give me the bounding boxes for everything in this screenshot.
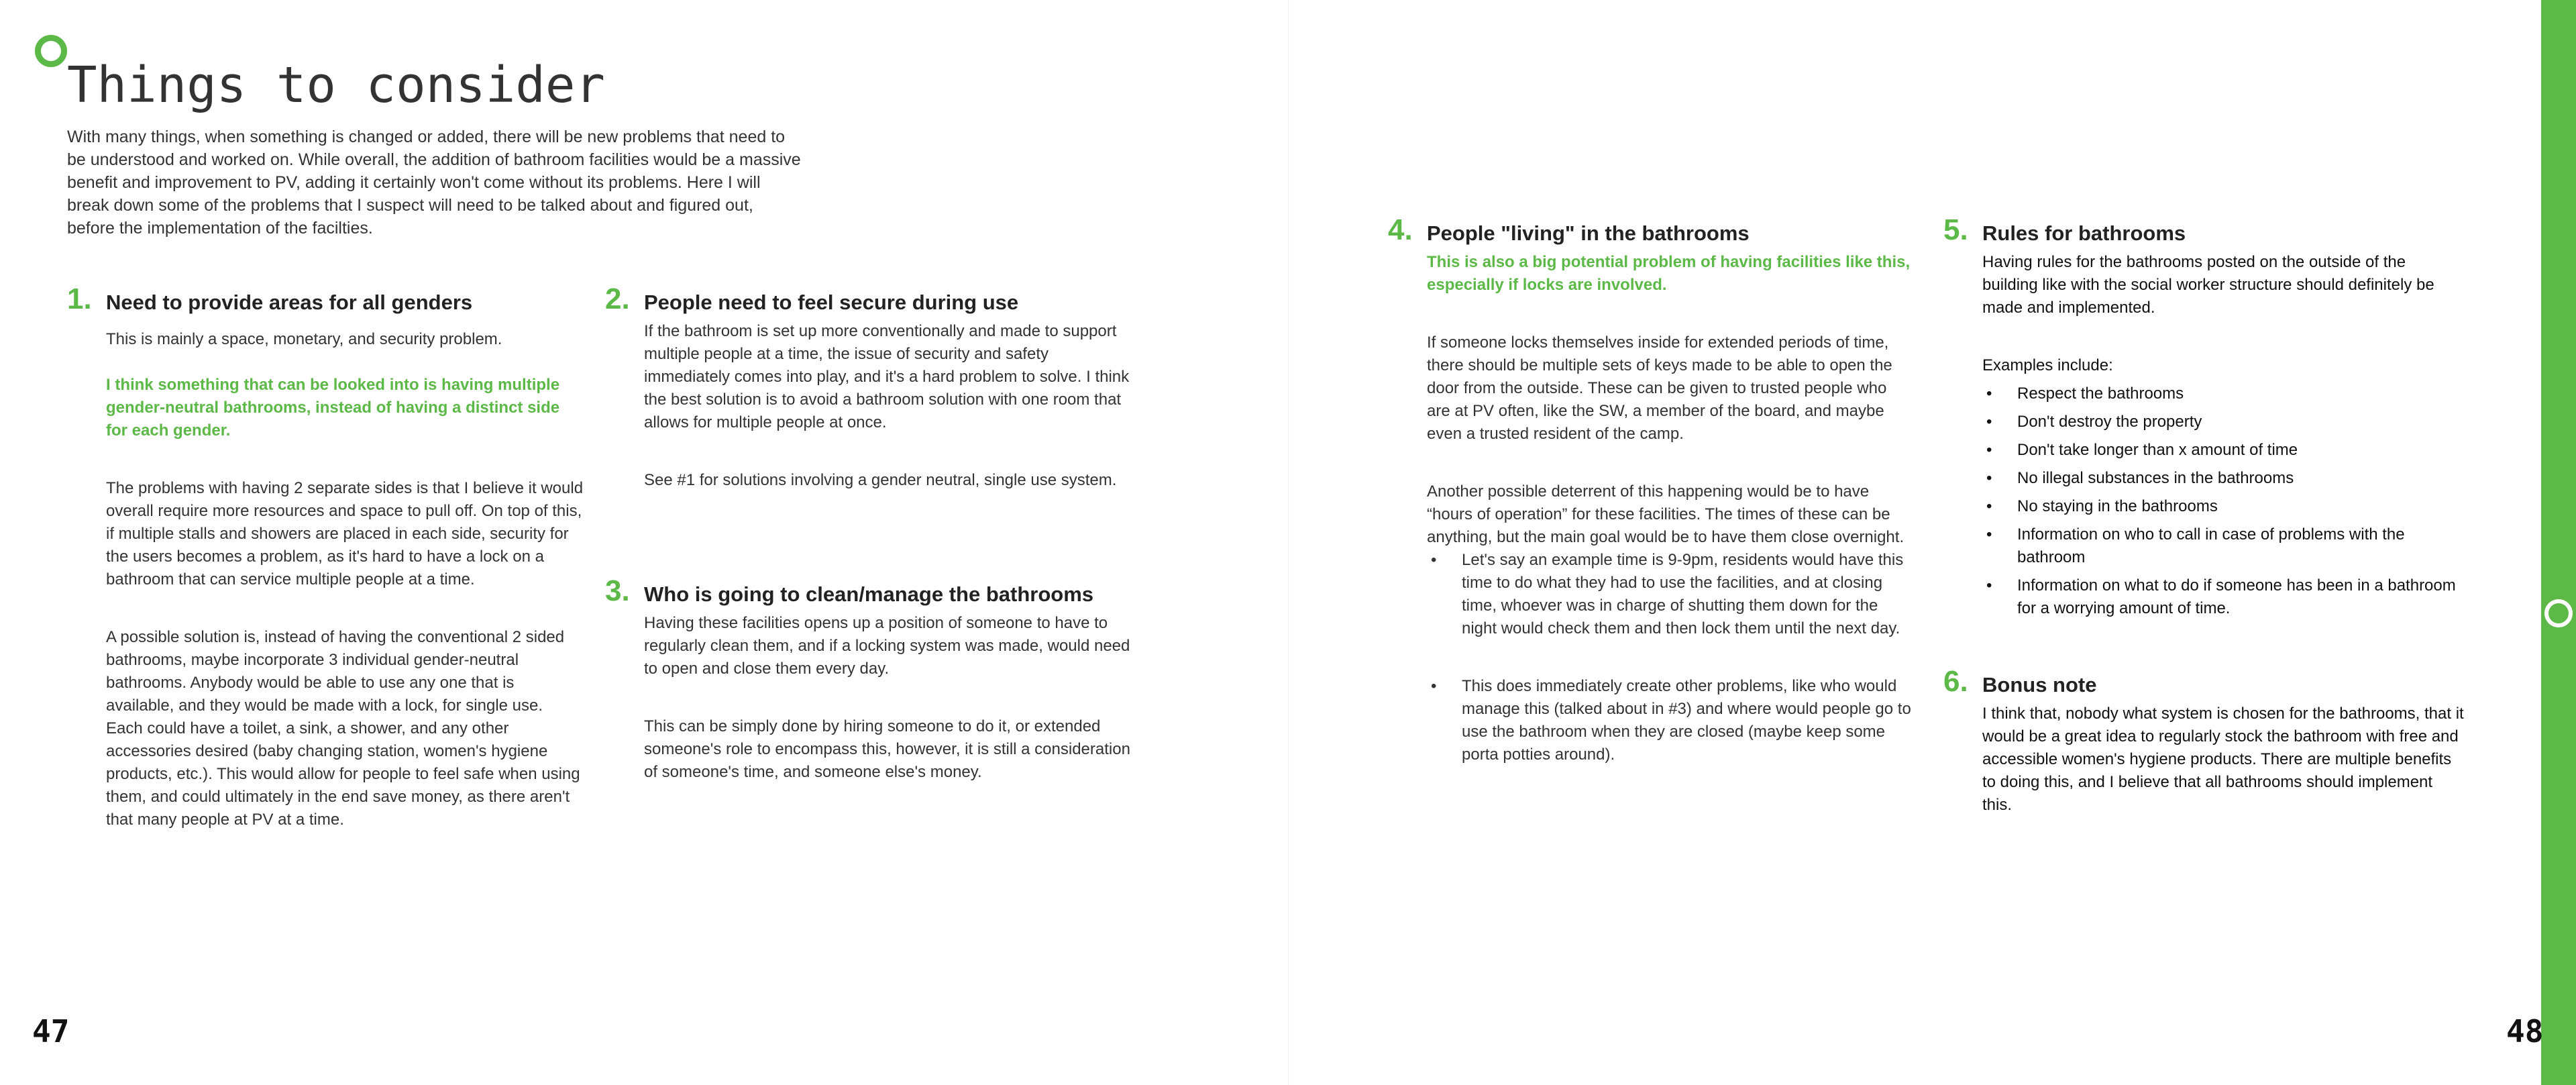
section-paragraph: Having these facilities opens up a position of someone to have to regularly clean them, and if a locking system was made, would need to open and close them every day. xyxy=(644,614,1130,678)
section-paragraph: I think that, nobody what system is chosen for the bathrooms, that it would be a great idea to regularly stock the bathroom with free and accessible women's hygiene products. There are multiple benefits to doing this, and I believe that all bathrooms should implement this. xyxy=(1982,705,2464,814)
section-number: 1. xyxy=(67,282,92,315)
circle-marker-icon xyxy=(35,35,67,67)
intro-paragraph: With many things, when something is changed or added, there will be new problems that need to be understood and worked on. While overall, the addition of bathroom facilities would be a massive benefit and improvement to PV, adding it certainly won't come without its problems. Here I will break down some of the problems that I suspect will need to be talked about and figured out, before the implementation of the facilties. xyxy=(67,127,801,238)
list-item: • Respect the bathrooms xyxy=(1982,382,2465,405)
section-header xyxy=(1943,665,2465,703)
section-title: Bonus note xyxy=(1982,673,2097,696)
list-item: • This does immediately create other problems, like who would manage this (talked about in #3) and where would people go to use the bathroom when they are closed (maybe keep some porta potties around). xyxy=(1427,675,1913,766)
section-title: Who is going to clean/manage the bathrooms xyxy=(644,582,1093,606)
list-item: • Information on who to call in case of problems with the bathroom xyxy=(1982,523,2465,569)
side-accent-bar xyxy=(2541,0,2576,1085)
examples-label: Examples include: xyxy=(1982,356,2113,374)
list-item: • Don't take longer than x amount of time xyxy=(1982,439,2465,462)
section-number: 4. xyxy=(1388,213,1413,246)
page-number-right: 48 xyxy=(2506,1013,2544,1049)
list-item: • No illegal substances in the bathrooms xyxy=(1982,467,2465,490)
hours-bullet-list xyxy=(1427,549,1913,766)
highlight-paragraph: This is also a big potential problem of having facilities like this, especially if locks are involved. xyxy=(1427,253,1911,294)
section-header xyxy=(67,282,584,320)
list-item: • Let's say an example time is 9-9pm, residents would have this time to do what they had to use the facilities, and at closing time, whoever was in charge of shutting them down for the night would check them and then lock them until the next day. xyxy=(1427,549,1913,640)
list-item: • Information on what to do if someone has been in a bathroom for a worrying amount of time. xyxy=(1982,574,2465,620)
section-title: People need to feel secure during use xyxy=(644,291,1019,314)
list-item: • No staying in the bathrooms xyxy=(1982,495,2465,518)
section-4 xyxy=(1388,213,1913,766)
section-5 xyxy=(1943,213,2465,620)
section-header xyxy=(1388,213,1913,251)
rules-bullet-list xyxy=(1982,382,2465,620)
spread-divider xyxy=(1288,0,1289,1085)
section-paragraph: A possible solution is, instead of having the conventional 2 sided bathrooms, maybe incorporate 3 individual gender-neutral bathrooms. Anybody would be able to use any one that is available, and they would be made with a lock, for single use. Each could have a toilet, a sink, a shower, and any other accessories desired (baby changing station, women's hygiene products, etc.). This would allow for people to feel safe when using them, and could ultimately in the end save money, as there aren't that many people at PV at a time. xyxy=(106,628,580,829)
section-3 xyxy=(605,574,1135,784)
section-title: People "living" in the bathrooms xyxy=(1427,221,1750,245)
section-6 xyxy=(1943,665,2465,817)
section-paragraph: The problems with having 2 separate sides is that I believe it would overall require more resources and space to pull off. On top of this, if multiple stalls and showers are placed in each side, security for the users becomes a problem, as it's hard to have a lock on a bathroom that can service multiple people at a time. xyxy=(106,479,584,588)
section-number: 2. xyxy=(605,282,630,315)
page-title: Things to consider xyxy=(67,56,605,114)
section-paragraph: If someone locks themselves inside for extended periods of time, there should be multiple sets of keys made to be able to open the door from the outside. These can be given to trusted people who are at PV often, like the SW, a member of the board, and maybe even a trusted resident of the camp. xyxy=(1427,333,1892,443)
section-paragraph: If the bathroom is set up more conventionally and made to support multiple people at a time, the issue of security and safety immediately comes into play, and it's a hard problem to solve. I think the best solution is to avoid a bathroom solution with one room that allows for multiple people at once. xyxy=(644,322,1130,431)
section-paragraph: See #1 for solutions involving a gender neutral, single use system. xyxy=(644,471,1117,489)
section-paragraph: Another possible deterrent of this happening would be to have “hours of operation” for these facilities. The times of these can be anything, but the main goal would be to have them close overnight. xyxy=(1427,482,1904,546)
section-2 xyxy=(605,282,1135,492)
section-title: Need to provide areas for all genders xyxy=(106,291,473,314)
highlight-paragraph: I think something that can be looked into is having multiple gender-neutral bathrooms, instead of having a distinct side for each gender. xyxy=(106,376,560,440)
section-paragraph: This is mainly a space, monetary, and security problem. xyxy=(106,330,502,348)
section-number: 6. xyxy=(1943,665,1968,698)
circle-marker-icon xyxy=(2544,599,2573,627)
page-number-left: 47 xyxy=(32,1013,70,1049)
section-number: 3. xyxy=(605,574,630,607)
section-number: 5. xyxy=(1943,213,1968,246)
section-paragraph: This can be simply done by hiring someone to do it, or extended someone's role to encompass this, however, it is still a consideration of someone's time, and someone else's money. xyxy=(644,717,1130,781)
section-title: Rules for bathrooms xyxy=(1982,221,2186,245)
section-header xyxy=(605,574,1135,612)
section-paragraph: Having rules for the bathrooms posted on the outside of the building like with the social worker structure should definitely be made and implemented. xyxy=(1982,253,2434,317)
list-item: • Don't destroy the property xyxy=(1982,411,2465,433)
section-1 xyxy=(67,282,584,831)
section-header xyxy=(1943,213,2465,251)
section-header xyxy=(605,282,1135,320)
